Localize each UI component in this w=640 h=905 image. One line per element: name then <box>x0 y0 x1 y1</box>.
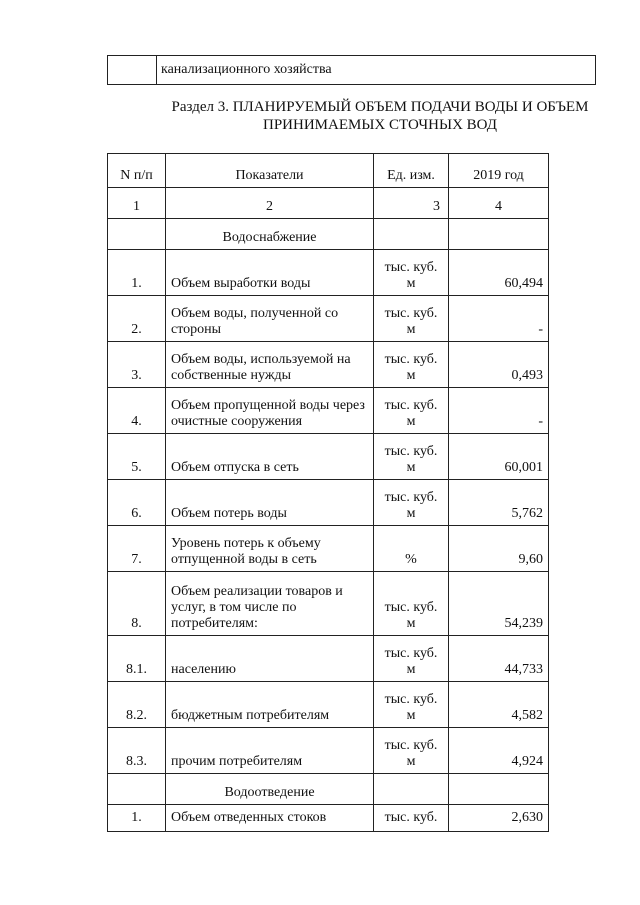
column-number-row <box>108 188 549 219</box>
row-number: 8.2. <box>108 682 166 728</box>
table-row <box>108 388 549 434</box>
table-row <box>108 728 549 774</box>
row-unit: тыс. куб. м <box>374 572 449 636</box>
row-label: населению <box>166 636 374 682</box>
row-label: Объем потерь воды <box>166 480 374 526</box>
section-row-water-supply <box>108 219 549 250</box>
row-value: 4,582 <box>449 682 549 728</box>
table-row <box>108 480 549 526</box>
section-blank-cell <box>374 219 449 250</box>
section-blank-cell <box>108 774 166 805</box>
row-label: Объем воды, полученной со стороны <box>166 296 374 342</box>
row-value: 2,630 <box>449 805 549 832</box>
header-year: 2019 год <box>449 154 549 188</box>
row-number: 6. <box>108 480 166 526</box>
section-heading-line-1: Раздел 3. ПЛАНИРУЕМЫЙ ОБЪЕМ ПОДАЧИ ВОДЫ И ОБЪЕМ <box>171 99 589 115</box>
row-label: бюджетным потребителям <box>166 682 374 728</box>
row-number: 5. <box>108 434 166 480</box>
row-number: 7. <box>108 526 166 572</box>
previous-table-text-cell: канализационного хозяйства <box>157 56 596 85</box>
row-label: Объем отведенных стоков <box>166 805 374 832</box>
water-volume-table <box>107 153 549 832</box>
table-header-row <box>108 154 549 188</box>
table-row <box>108 250 549 296</box>
row-value: 54,239 <box>449 572 549 636</box>
row-unit: тыс. куб. <box>374 805 449 832</box>
section-title: Водоотведение <box>166 774 374 805</box>
row-value: 44,733 <box>449 636 549 682</box>
row-value: - <box>449 388 549 434</box>
row-unit: тыс. куб. м <box>374 480 449 526</box>
row-unit: тыс. куб. м <box>374 250 449 296</box>
row-number: 1. <box>108 805 166 832</box>
section-title: Водоснабжение <box>166 219 374 250</box>
row-value: 9,60 <box>449 526 549 572</box>
row-value: 60,001 <box>449 434 549 480</box>
row-unit: тыс. куб. м <box>374 388 449 434</box>
previous-table-fragment <box>107 55 596 85</box>
table-row <box>108 805 549 832</box>
row-label: Объем выработки воды <box>166 250 374 296</box>
section-blank-cell <box>108 219 166 250</box>
header-number: N п/п <box>108 154 166 188</box>
header-unit: Ед. изм. <box>374 154 449 188</box>
row-label: Объем отпуска в сеть <box>166 434 374 480</box>
row-number: 8. <box>108 572 166 636</box>
row-number: 3. <box>108 342 166 388</box>
previous-table-blank-cell <box>108 56 157 85</box>
row-unit: % <box>374 526 449 572</box>
section-blank-cell <box>449 219 549 250</box>
row-number: 8.3. <box>108 728 166 774</box>
row-label: Объем пропущенной воды через очистные сооружения <box>166 388 374 434</box>
column-number-4: 4 <box>449 188 549 219</box>
row-value: - <box>449 296 549 342</box>
row-value: 4,924 <box>449 728 549 774</box>
row-unit: тыс. куб. м <box>374 296 449 342</box>
row-number: 8.1. <box>108 636 166 682</box>
header-indicators: Показатели <box>166 154 374 188</box>
table-row <box>108 342 549 388</box>
section-heading-line-2: ПРИНИМАЕМЫХ СТОЧНЫХ ВОД <box>262 117 497 133</box>
row-label: Уровень потерь к объему отпущенной воды в сеть <box>166 526 374 572</box>
row-number: 2. <box>108 296 166 342</box>
row-value: 60,494 <box>449 250 549 296</box>
row-unit: тыс. куб. м <box>374 682 449 728</box>
section-row-wastewater <box>108 774 549 805</box>
row-label: прочим потребителям <box>166 728 374 774</box>
table-row <box>108 296 549 342</box>
table-row <box>108 526 549 572</box>
section-blank-cell <box>374 774 449 805</box>
table-row <box>108 636 549 682</box>
section-blank-cell <box>449 774 549 805</box>
column-number-3: 3 <box>374 188 449 219</box>
table-row <box>108 434 549 480</box>
row-label: Объем воды, используемой на собственные нужды <box>166 342 374 388</box>
section-heading <box>150 98 610 134</box>
column-number-2: 2 <box>166 188 374 219</box>
row-unit: тыс. куб. м <box>374 728 449 774</box>
row-value: 5,762 <box>449 480 549 526</box>
row-unit: тыс. куб. м <box>374 434 449 480</box>
table-row <box>108 572 549 636</box>
row-unit: тыс. куб. м <box>374 342 449 388</box>
row-number: 1. <box>108 250 166 296</box>
row-number: 4. <box>108 388 166 434</box>
row-label: Объем реализации товаров и услуг, в том числе по потребителям: <box>166 572 374 636</box>
row-value: 0,493 <box>449 342 549 388</box>
column-number-1: 1 <box>108 188 166 219</box>
table-row <box>108 682 549 728</box>
row-unit: тыс. куб. м <box>374 636 449 682</box>
